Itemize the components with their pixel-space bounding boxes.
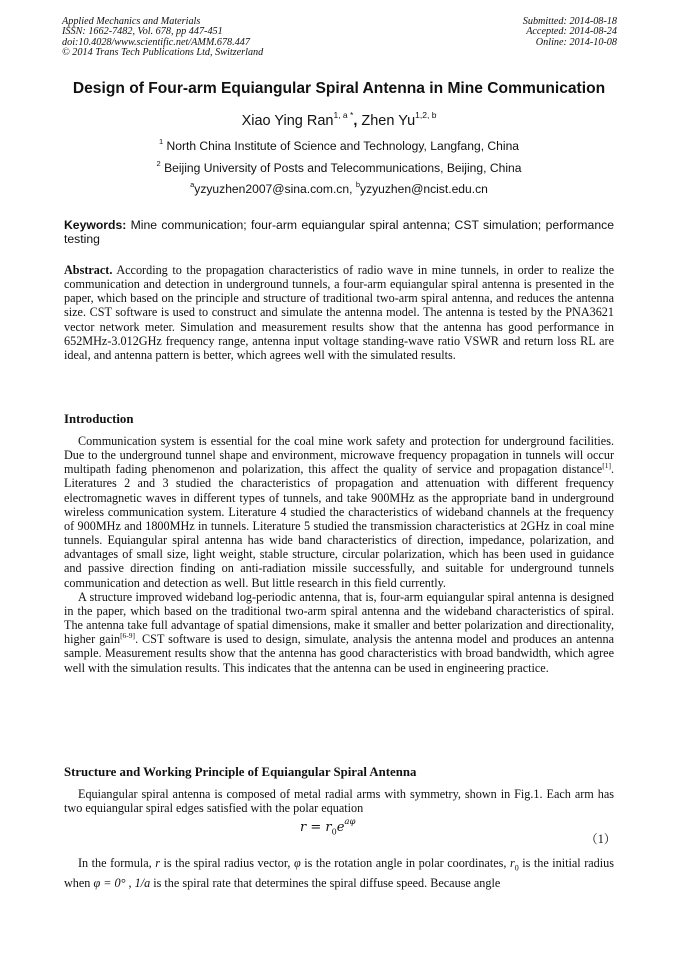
introduction-paragraph-1 [64,434,614,590]
abstract-text: According to the propagation characteristics of radio wave in mine tunnels, in order to realize the communication and detection in underground tunnels, a four-arm equiangular spiral antenna is presented in the paper, which based on the principle and structure of traditional two-arm spiral antenna, and reduces the antenna size. CST software is used to construct and simulate the antenna model. The antenna is tested by the PNA3621 vector network meter. Simulation and measurement results show that the antenna has good performance in 652MHz-3.012GHz frequency range, antenna input voltage standing-wave ratio VSWR and return loss RL are ideal, and antenna pattern is better, which agrees well with the simulated results. [64,263,614,362]
section-2-heading: Structure and Working Principle of Equiangular Spiral Antenna [64,765,417,779]
polar-equation [300,817,356,837]
affiliation-1 [40,139,638,153]
intro-p1-text-a: Communication system is essential for the coal mine work safety and protection for underground facilities. Due to the underground tunnel shape and environment, microwave frequency propagation in tunnels will occur multipath fading phenomenon and polarization, this affect the quality of service and propagation distance [64,434,614,477]
journal-name: Applied Mechanics and Materials [62,16,201,27]
author-2: Zhen Yu [361,113,416,129]
p2-text-f: is the spiral rate that determines the spiral diffuse speed. Because angle [150,875,501,890]
section-2-body [64,787,614,815]
abstract-label: Abstract. [64,263,113,277]
section-2-paragraph-1: Equiangular spiral antenna is composed of metal radial arms with symmetry, shown in Fig.1. Each arm has two equiangular spiral edges satisfied with the polar equation [64,787,614,816]
equation-number: （1） [585,832,616,846]
issn-line: ISSN: 1662-7482, Vol. 678, pp 447-451 [62,26,223,38]
p2-text-d: is the initial radius when [64,856,614,890]
var-phi: φ [293,856,301,870]
author-1: Xiao Ying Ran [241,113,334,129]
citation-ref-1[interactable]: [1] [602,461,611,471]
introduction-paragraph-2 [64,590,614,675]
keywords-text: Mine communication; four-arm equiangular spiral antenna; CST simulation; performance testing [64,218,614,246]
p2-text-c: is the rotation angle in polar coordinates, [300,856,510,870]
keywords-block [64,218,614,246]
var-r0: r [509,856,515,870]
author-1-marks: 1, a * [333,110,354,120]
abstract-block [64,263,614,362]
intro-p2-text-a: A structure improved wideband log-periodic antenna, that is, four-arm equiangular spiral antenna is designed in the paper, which based on the traditional two-arm spiral antenna and the wideband characteristics of spiral. The antenna take full advantage of spatial dimensions, make it smaller and better polarization and directionality, higher gain [64,589,614,647]
author-separator: , [353,113,362,129]
email-b[interactable]: yzyuzhen@ncist.edu.cn [359,182,488,196]
intro-p1-text-b: . Literatures 2 and 3 studied the characteristics of propagation and attenuation with different frequency electromagnetic waves in different types of tunnels, and take 900MHz as the appropriate band in underground wireless communication system. Literature 4 studied the characteristics of wideband channels at the frequency of 900MHz and 1800MHz in tunnels. Literature 5 studied the transmission characteristics at 2GHz in coal mine tunnels. Equiangular spiral antenna has wide band characteristics of direction, impedance, polarization, and advantages of small size, light weight, stable structure, circular polarization, which has been used in guidance and passive direction finding on anti-radiation missile successfully, and suitable for underground tunnels communication and detection as well. But little research in this field currently. [64,462,614,590]
affiliation-2-mark: 2 [156,159,161,168]
equation-base: e [336,820,345,835]
citation-ref-6-9[interactable]: [6-9] [120,631,136,641]
email-a-mark: a [190,180,195,189]
var-r: r [155,856,160,870]
var-one-over-a: 1/a [134,875,151,890]
equation-subscript: 0 [331,827,337,837]
copyright-line: © 2014 Trans Tech Publications Ltd, Switzerland [62,47,264,59]
p2-text-a: In the formula, [78,856,156,870]
online-date: Online: 2014-10-08 [535,36,617,48]
var-phi-zero: φ = 0° [93,875,126,890]
equation-lhs: r = r [300,820,332,835]
journal-header-right [523,17,617,48]
p2-text-e: , [125,875,135,890]
submitted-date: Submitted: 2014-08-18 [522,16,617,27]
email-a[interactable]: yzyuzhen2007@sina.com.cn, [194,182,356,196]
introduction-heading: Introduction [64,412,134,426]
accepted-date: Accepted: 2014-08-24 [526,26,617,38]
affiliation-2-text: Beijing University of Posts and Telecommunications, Beijing, China [164,161,522,175]
intro-p2-text-b: . CST software is used to design, simulate, analysis the antenna model and produces an antenna sample. Measurement results show that the antenna has good characteristics with broad bandwidth, which agree well with the simulation results. This indicates that the antenna can be used in engineering practice. [64,632,614,675]
affiliation-2 [40,161,638,175]
affiliation-1-mark: 1 [158,137,164,146]
equation-exponent: aφ [344,817,356,827]
var-r0-subscript: 0 [514,863,519,873]
introduction-body [64,434,614,675]
author-line [40,110,638,129]
email-b-mark: b [355,180,360,189]
keywords-label: Keywords: [64,218,127,232]
journal-header-left [62,17,263,59]
paper-title: Design of Four-arm Equiangular Spiral Antenna in Mine Communication [72,80,606,97]
author-2-marks: 1,2, b [415,110,437,120]
affiliation-1-text: North China Institute of Science and Technology, Langfang, China [166,139,520,153]
p2-text-b: is the spiral radius vector, [159,856,294,870]
email-line [40,182,638,196]
section-2-paragraph-2 [64,856,614,890]
doi-line[interactable]: doi:10.4028/www.scientific.net/AMM.678.447 [62,36,250,48]
